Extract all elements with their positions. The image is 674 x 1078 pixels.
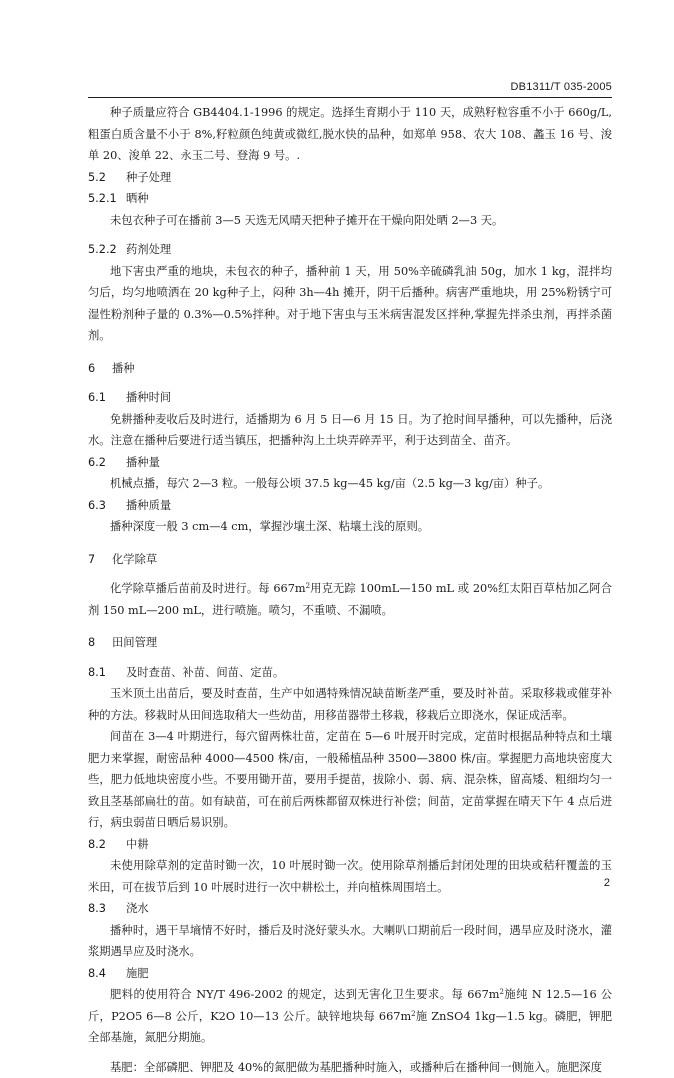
heading-8 — [88, 632, 612, 654]
paragraph-8-2: 未使用除草剂的定苗时锄一次，10 叶展时锄一次。使用除草剂播后封闭处理的田块或秸秆覆盖的玉米田，可在拔节后到 10 叶展时进行一次中耕松土，并向植株周围培土。 — [88, 855, 612, 898]
paragraph-5-2-1: 未包衣种子可在播前 3—5 天选无风晴天把种子摊开在干燥向阳处晒 2—3 天。 — [88, 210, 612, 232]
page-body — [88, 102, 612, 1078]
heading-title: 播种量 — [126, 456, 160, 469]
heading-5-2-2 — [88, 239, 612, 261]
heading-number: 5.2.2 — [88, 239, 126, 261]
heading-number: 6.2 — [88, 452, 126, 474]
intro-paragraph: 种子质量应符合 GB4404.1-1996 的规定。选择生育期小于 110 天，成熟籽粒容重不小于 660g/L,粗蛋白质含量不小于 8%,籽粒颜色纯黄或微红,脱水快的品种，如郑单 958、农大 108、蠡玉 16 号、浚单 20、浚单 22、永玉二号、登海 9 号。. — [88, 102, 612, 167]
heading-number: 6.1 — [88, 387, 126, 409]
heading-6-2 — [88, 452, 612, 474]
header-rule — [88, 97, 612, 98]
paragraph-8-4-a: 肥料的使用符合 NY/T 496-2002 的规定，达到无害化卫生要求。每 $667m^2$施纯 N 12.5—16 公斤，P2O5 6—8 公斤，K2O 10—13 公斤。缺锌地块每 $667m^2$施 ZnSO4 1kg—1.5 kg。磷肥，钾肥全部基施，氮肥分期施。 — [88, 984, 612, 1049]
heading-5-2 — [88, 167, 612, 189]
paragraph-6-2: 机械点播，每穴 2—3 粒。一般每公顷 37.5 kg—45 kg/亩（2.5 kg—3 kg/亩）种子。 — [88, 473, 612, 495]
paragraph-6-1: 免耕播种麦收后及时进行，适播期为 6 月 5 日—6 月 15 日。为了抢时间早播种，可以先播种，后浇水。注意在播种后要进行适当镇压，把播种沟上土块弄碎弄平，利于达到苗全、苗齐。 — [88, 409, 612, 452]
heading-title: 施肥 — [126, 967, 149, 980]
heading-title: 浇水 — [126, 902, 149, 915]
heading-title: 及时查苗、补苗、间苗、定苗。 — [126, 666, 284, 679]
heading-title: 化学除草 — [112, 553, 157, 566]
heading-number: 8 — [88, 632, 112, 654]
heading-number: 8.2 — [88, 834, 126, 856]
standard-code: DB1311/T 035-2005 — [511, 81, 612, 93]
heading-number: 8.3 — [88, 898, 126, 920]
heading-7 — [88, 549, 612, 571]
heading-number: 7 — [88, 549, 112, 571]
paragraph-8-1-b: 间苗在 3—4 叶期进行，每穴留两株壮苗，定苗在 5—6 叶展开时完成，定苗时根据品种特点和土壤肥力来掌握，耐密品种 4000—4500 株/亩，一般稀植品种 3500—3800 株/亩。掌握肥力高地块密度大些，肥力低地块密度小些。不要用锄开苗，要用手提苗，拔除小、弱、病、混杂株，留高矮、粗细均匀一致且茎基部扁壮的苗。如有缺苗，可在前后两株都留双株进行补偿；间苗，定苗掌握在晴天下午 4 点后进行，病虫弱苗日晒后易识别。 — [88, 726, 612, 834]
heading-title: 晒种 — [126, 192, 149, 205]
heading-title: 播种时间 — [126, 391, 171, 404]
heading-6 — [88, 358, 612, 380]
heading-8-2 — [88, 834, 612, 856]
heading-8-4 — [88, 963, 612, 985]
heading-number: 6 — [88, 358, 112, 380]
heading-title: 中耕 — [126, 838, 149, 851]
paragraph-7: 化学除草播后苗前及时进行。每 $667m^2$用克无踪 100mL—150 mL 或 20%红太阳百草枯加乙阿合剂 150 mL—200 mL，进行喷施。喷匀，不重喷、不漏喷。 — [88, 578, 612, 621]
heading-5-2-1 — [88, 188, 612, 210]
heading-title: 药剂处理 — [126, 243, 171, 256]
paragraph-6-3: 播种深度一般 3 cm—4 cm，掌握沙壤土深、粘壤土浅的原则。 — [88, 516, 612, 538]
heading-title: 播种质量 — [126, 499, 171, 512]
heading-number: 6.3 — [88, 495, 126, 517]
heading-title: 种子处理 — [126, 171, 171, 184]
heading-number: 5.2 — [88, 167, 126, 189]
paragraph-8-4-b: 基肥：全部磷肥、钾肥及 40%的氮肥做为基肥播种时施入，或播种后在播种间一侧施入。施肥深度 — [88, 1057, 612, 1078]
heading-8-1 — [88, 662, 612, 684]
paragraph-8-3: 播种时，遇干旱墒情不好时，播后及时浇好蒙头水。大喇叭口期前后一段时间，遇旱应及时浇水，灌浆期遇旱应及时浇水。 — [88, 920, 612, 963]
page-number: 2 — [604, 877, 610, 889]
heading-number: 5.2.1 — [88, 188, 126, 210]
heading-title: 播种 — [112, 362, 135, 375]
heading-title: 田间管理 — [112, 636, 157, 649]
heading-number: 8.4 — [88, 963, 126, 985]
heading-8-3 — [88, 898, 612, 920]
heading-number: 8.1 — [88, 662, 126, 684]
paragraph-8-1-a: 玉米顶土出苗后，要及时查苗，生产中如遇特殊情况缺苗断垄严重，要及时补苗。采取移栽或催芽补种的方法。移栽时从田间选取稍大一些幼苗，用移苗器带土移栽，移栽后立即浇水，保证成活率。 — [88, 683, 612, 726]
heading-6-1 — [88, 387, 612, 409]
paragraph-5-2-2: 地下害虫严重的地块，未包衣的种子，播种前 1 天，用 50%辛硫磷乳油 50g，加水 1 kg，混拌均匀后，均匀地喷洒在 20 kg种子上，闷种 3h—4h 摊开，阴干后播种。病害严重地块，用 25%粉锈宁可湿性粉剂种子量的 0.3%—0.5%拌种。对于地下害虫与玉米病害混发区拌种,掌握先拌杀虫剂，再拌杀菌剂。 — [88, 261, 612, 347]
heading-6-3 — [88, 495, 612, 517]
